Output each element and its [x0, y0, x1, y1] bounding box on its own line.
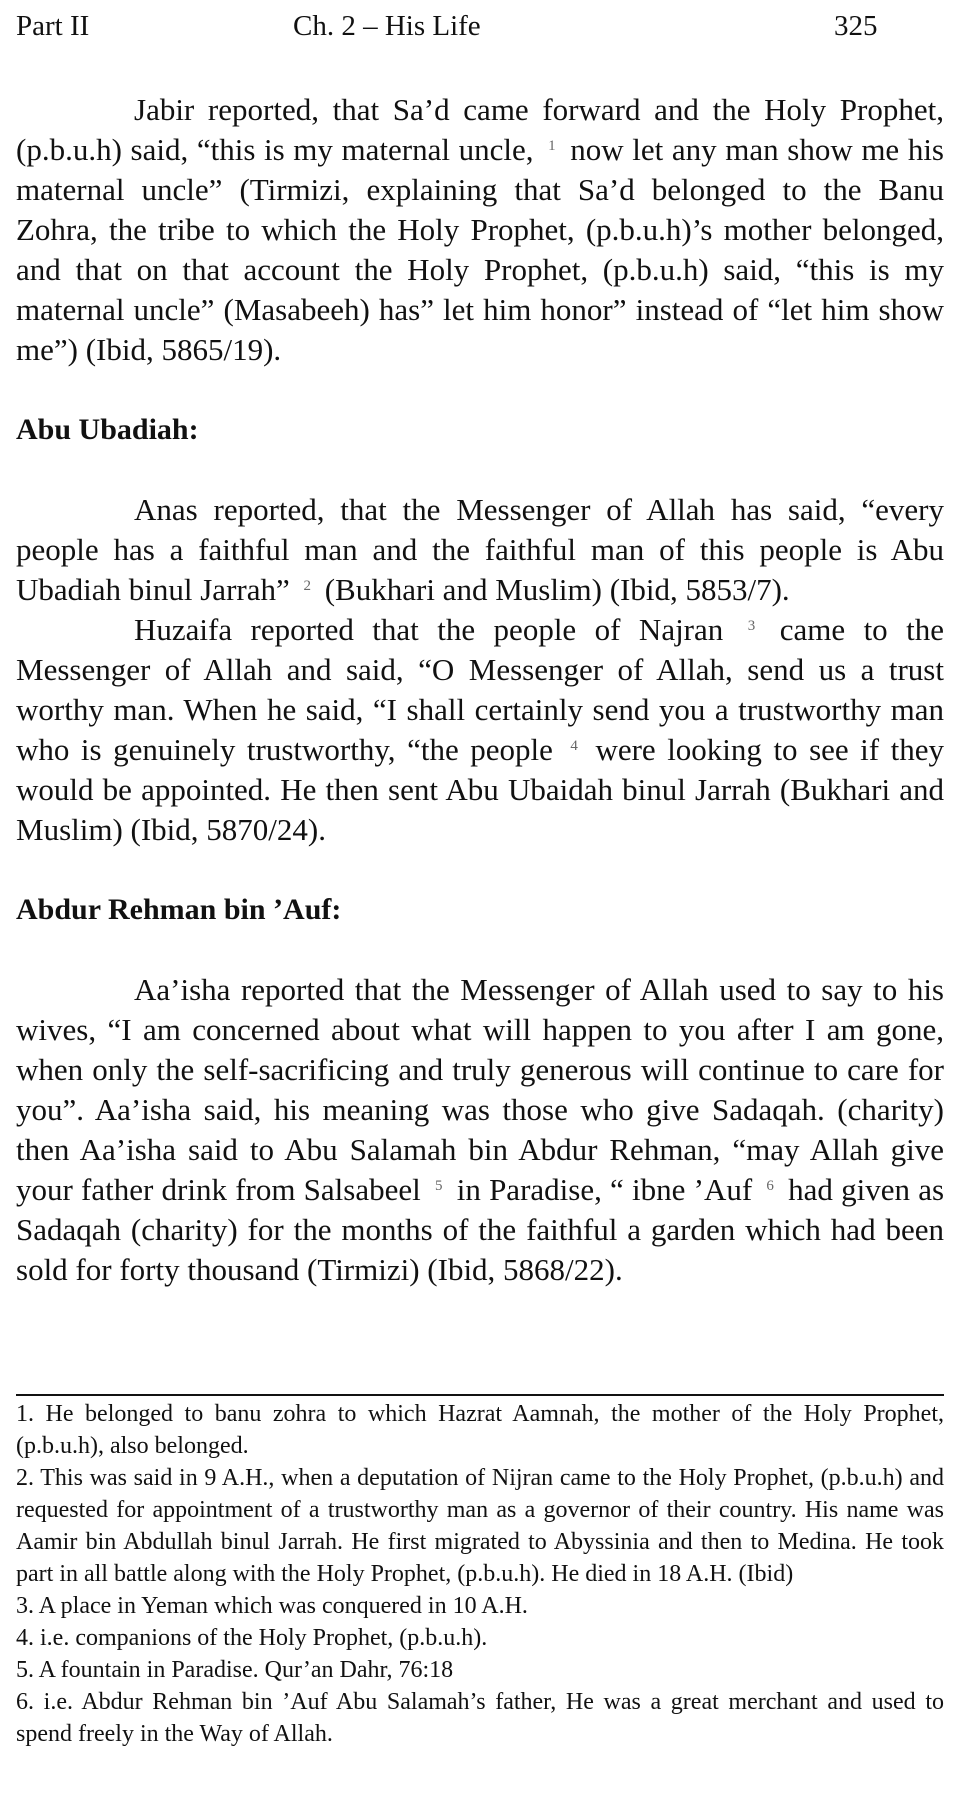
section-heading-abdur-rehman: Abdur Rehman bin ’Auf:	[16, 893, 342, 926]
footnote-5: 5. A fountain in Paradise. Qur’an Dahr, 76:18	[16, 1657, 454, 1683]
running-header	[16, 10, 944, 50]
paragraph-anas	[16, 490, 944, 610]
paragraph-text: Anas reported, that the Messenger of Allah has said, “every people has a faithful man and the faithful man of this people is Abu Ubadiah binul Jarrah”	[16, 492, 944, 607]
paragraph-jabir	[16, 90, 944, 370]
footnote-1: 1. He belonged to banu zohra to which Hazrat Aamnah, the mother of the Holy Prophet, (p.b.u.h), also belonged.	[16, 1401, 944, 1459]
paragraph-text: now let any man show me his maternal uncle” (Tirmizi, explaining that Sa’d belonged to the Banu Zohra, the tribe to which the Holy Prophet, (p.b.u.h)’s mother belonged, and that on that account the Holy Prophet, (p.b.u.h) said, “this is my maternal uncle” (Masabeeh) has” let him honor” instead of “let him show me”) (Ibid, 5865/19).	[16, 132, 944, 367]
footnote-2: 2. This was said in 9 A.H., when a deputation of Nijran came to the Holy Prophet, (p.b.u.h) and requested for appointment of a trustworthy man as a governor of their country. His name was Aamir bin Abdullah binul Jarrah. He first migrated to Abyssinia and then to Medina. He took part in all battle along with the Holy Prophet, (p.b.u.h). He died in 18 A.H. (Ibid)	[16, 1465, 944, 1587]
paragraph-text: had given as Sadaqah (charity) for the months of the faithful a garden which had been sold for forty thousand (Tirmizi) (Ibid, 5868/22).	[16, 1172, 945, 1287]
header-chapter: Ch. 2 – His Life	[293, 10, 481, 42]
paragraph-text: in Paradise, “ ibne ’Auf	[456, 1172, 753, 1207]
paragraph-text: came to the Messenger of Allah and said, “O Messenger of Allah, send us a trust worthy man. When he said, “I shall certainly send you a trustworthy man who is genuinely trustworthy, “the people	[16, 612, 945, 767]
footnote-ref: 2	[303, 578, 311, 594]
page-number: 325	[834, 10, 878, 42]
paragraph-huzaifa	[16, 610, 944, 850]
footnote-ref: 4	[570, 738, 578, 754]
paragraph-text: (Bukhari and Muslim) (Ibid, 5853/7).	[324, 572, 790, 607]
section-heading-abu-ubadiah: Abu Ubadiah:	[16, 413, 199, 446]
footnote-3: 3. A place in Yeman which was conquered in 10 A.H.	[16, 1593, 528, 1619]
paragraph-text: Huzaifa reported that the people of Najran	[134, 612, 724, 647]
footnote-4: 4. i.e. companions of the Holy Prophet, (p.b.u.h).	[16, 1625, 488, 1651]
footnote-ref: 1	[548, 138, 556, 154]
main-text	[16, 90, 944, 1290]
book-page	[16, 0, 944, 1796]
paragraph-aaisha	[16, 970, 944, 1290]
paragraph-text: were looking to see if they would be appointed. He then sent Abu Ubaidah binul Jarrah (Bukhari and Muslim) (Ibid, 5870/24).	[16, 732, 945, 847]
footnote-ref: 5	[435, 1178, 443, 1194]
footnote-ref: 3	[747, 618, 756, 634]
footnotes	[16, 1398, 944, 1750]
header-part: Part II	[16, 10, 90, 42]
paragraph-text: Aa’isha reported that the Messenger of Allah used to say to his wives, “I am concerned about what will happen to you after I am gone, when only the self-sacrificing and truly generous will continue to care for you”. Aa’isha said, his meaning was those who give Sadaqah. (charity) then Aa’isha said to Abu Salamah bin Abdur Rehman, “may Allah give your father drink from Salsabeel	[16, 972, 944, 1207]
paragraph-text: Jabir reported, that Sa’d came forward and the Holy Prophet, (p.b.u.h) said, “this is my maternal uncle,	[16, 92, 944, 167]
footnote-divider	[16, 1394, 944, 1396]
footnote-6: 6. i.e. Abdur Rehman bin ’Auf Abu Salamah’s father, He was a great merchant and used to spend freely in the Way of Allah.	[16, 1689, 944, 1747]
footnote-ref: 6	[766, 1178, 774, 1194]
